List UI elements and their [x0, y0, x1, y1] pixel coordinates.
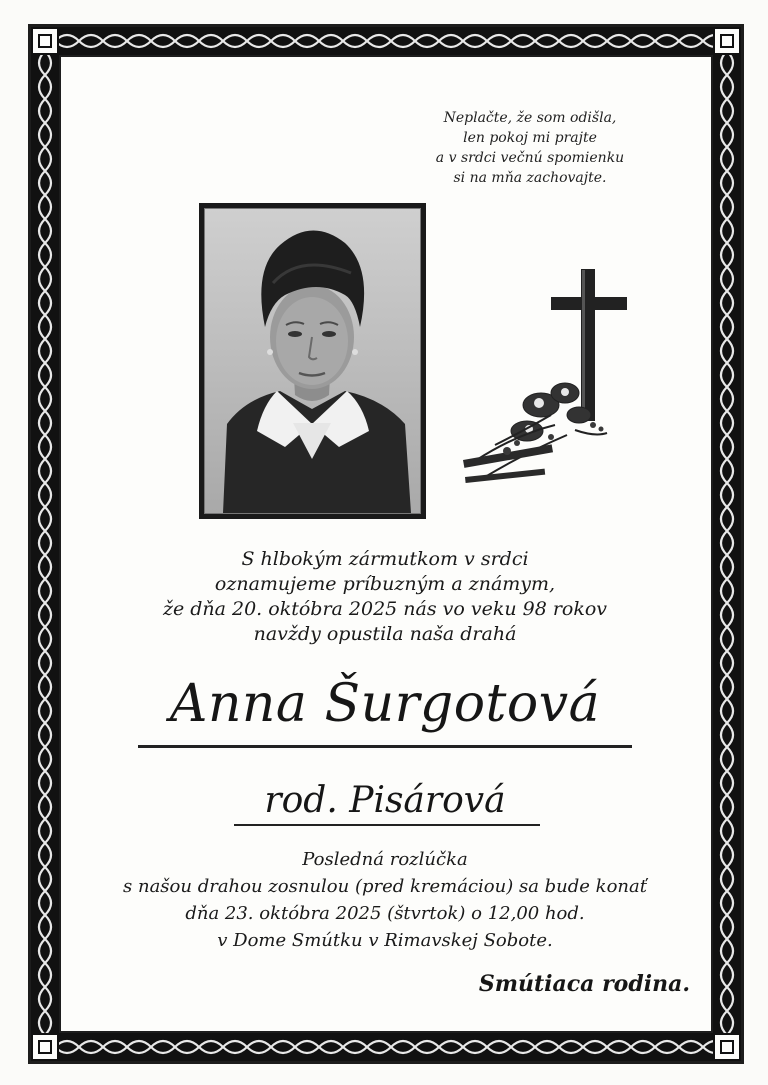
- corner-ornament-bottom-right: [713, 1033, 741, 1061]
- maiden-name: rod. Pisárová: [264, 780, 506, 821]
- poem-line: si na mňa zachovajte.: [453, 170, 607, 186]
- name-underline: [138, 745, 632, 748]
- family-signature: Smútiaca rodina.: [478, 971, 690, 997]
- farewell-line: s našou drahou zosnulou (pred kremáciou) sa bude konať: [123, 876, 647, 897]
- farewell-details: [110, 846, 660, 954]
- announcement-line: S hlbokým zármutkom v srdci: [241, 548, 529, 570]
- portrait-frame: [199, 203, 426, 519]
- death-announcement: [130, 547, 640, 647]
- announcement-line: oznamujeme príbuzným a známym,: [214, 573, 556, 595]
- ornament-border-left: [31, 27, 59, 1061]
- poem-line: Neplačte, že som odišla,: [443, 110, 617, 126]
- corner-ornament-top-left: [31, 27, 59, 55]
- maiden-name-underline: [234, 824, 540, 826]
- farewell-line: dňa 23. októbra 2025 (štvrtok) o 12,00 hod.: [185, 903, 585, 924]
- poem-line: a v srdci večnú spomienku: [435, 150, 625, 166]
- memorial-poem: [420, 108, 640, 188]
- cross-with-flowers-icon: [455, 265, 635, 497]
- ornament-border-bottom: [31, 1033, 741, 1061]
- farewell-line: v Dome Smútku v Rimavskej Sobote.: [217, 930, 553, 951]
- corner-ornament-top-right: [713, 27, 741, 55]
- poem-line: len pokoj mi prajte: [463, 130, 597, 146]
- deceased-name: Anna Šurgotová: [169, 674, 601, 734]
- portrait-photo: [204, 208, 421, 514]
- announcement-line: navždy opustila naša drahá: [253, 623, 517, 645]
- ornament-border-right: [713, 27, 741, 1061]
- farewell-line: Posledná rozlúčka: [302, 849, 468, 870]
- announcement-line: že dňa 20. októbra 2025 nás vo veku 98 rokov: [162, 598, 608, 620]
- ornament-border-top: [31, 27, 741, 55]
- corner-ornament-bottom-left: [31, 1033, 59, 1061]
